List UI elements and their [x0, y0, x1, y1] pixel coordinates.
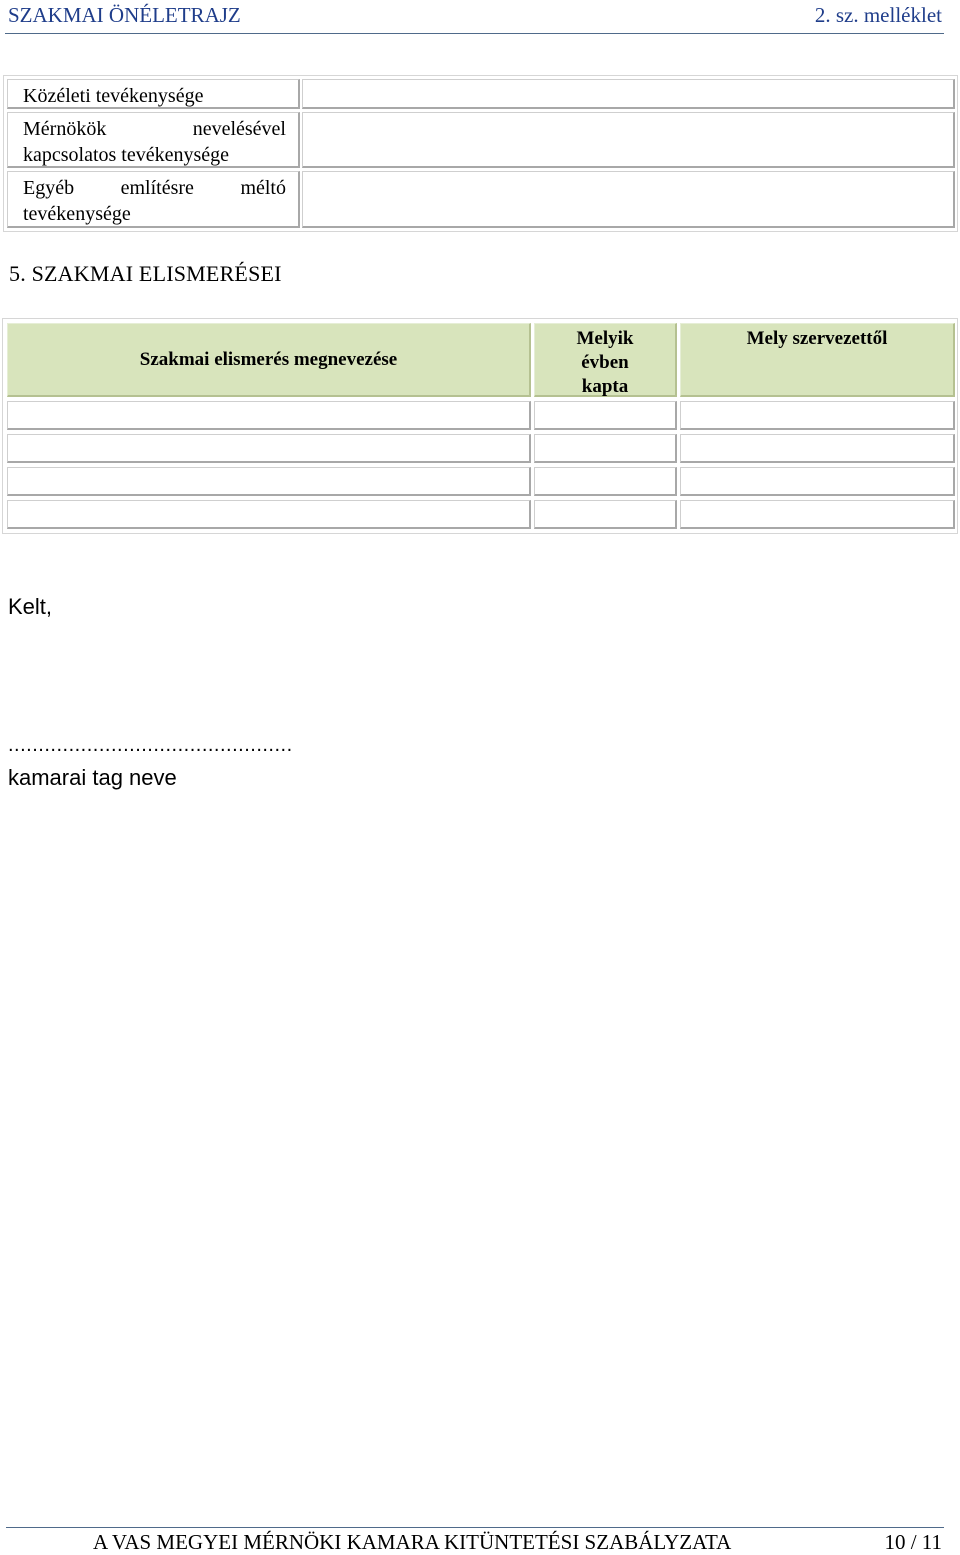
awards-cell[interactable]	[680, 500, 955, 529]
footer-title: A VAS MEGYEI MÉRNÖKI KAMARA KITÜNTETÉSI SZABÁLYZATA	[93, 1530, 732, 1554]
page-number: 10 / 11	[884, 1530, 942, 1554]
awards-header-org	[680, 323, 955, 397]
awards-header-name	[7, 323, 531, 397]
awards-cell[interactable]	[7, 401, 531, 430]
page-header	[0, 0, 960, 34]
awards-cell[interactable]	[680, 467, 955, 496]
awards-header-year	[534, 323, 677, 397]
awards-cell[interactable]	[680, 434, 955, 463]
awards-cell[interactable]	[534, 500, 677, 529]
awards-cell[interactable]	[534, 434, 677, 463]
page-footer	[0, 1522, 960, 1553]
awards-header-org-text: Mely szervezettől	[746, 328, 888, 349]
awards-header-name-text: Szakmai elismerés megnevezése	[139, 348, 398, 370]
awards-cell[interactable]	[7, 434, 531, 463]
section-title: 5. SZAKMAI ELISMERÉSEI	[9, 261, 282, 286]
awards-cell[interactable]	[7, 500, 531, 529]
activities-table	[3, 75, 958, 232]
place-date-label: Kelt,	[8, 594, 53, 619]
header-title: SZAKMAI ÖNÉLETRAJZ	[8, 3, 241, 27]
awards-header-year-text: Melyik évben kapta	[576, 328, 634, 397]
activity-label-education: Mérnökök nevelésével kapcsolatos tevékenysége	[7, 112, 300, 168]
activity-label-other: Egyéb említésre méltó tevékenysége	[7, 171, 300, 228]
awards-cell[interactable]	[534, 467, 677, 496]
awards-cell[interactable]	[680, 401, 955, 430]
activity-value-other[interactable]	[302, 171, 955, 228]
activity-label-public: Közéleti tevékenysége	[7, 79, 300, 109]
activity-value-public[interactable]	[302, 79, 955, 109]
signature-line: ...............................................	[8, 734, 293, 756]
activity-value-education[interactable]	[302, 112, 955, 168]
awards-cell[interactable]	[7, 467, 531, 496]
header-annex-label: 2. sz. melléklet	[814, 3, 942, 27]
header-divider	[5, 33, 944, 34]
awards-table	[2, 318, 958, 534]
awards-cell[interactable]	[534, 401, 677, 430]
footer-divider	[6, 1527, 944, 1528]
signature-name-label: kamarai tag neve	[8, 765, 177, 790]
